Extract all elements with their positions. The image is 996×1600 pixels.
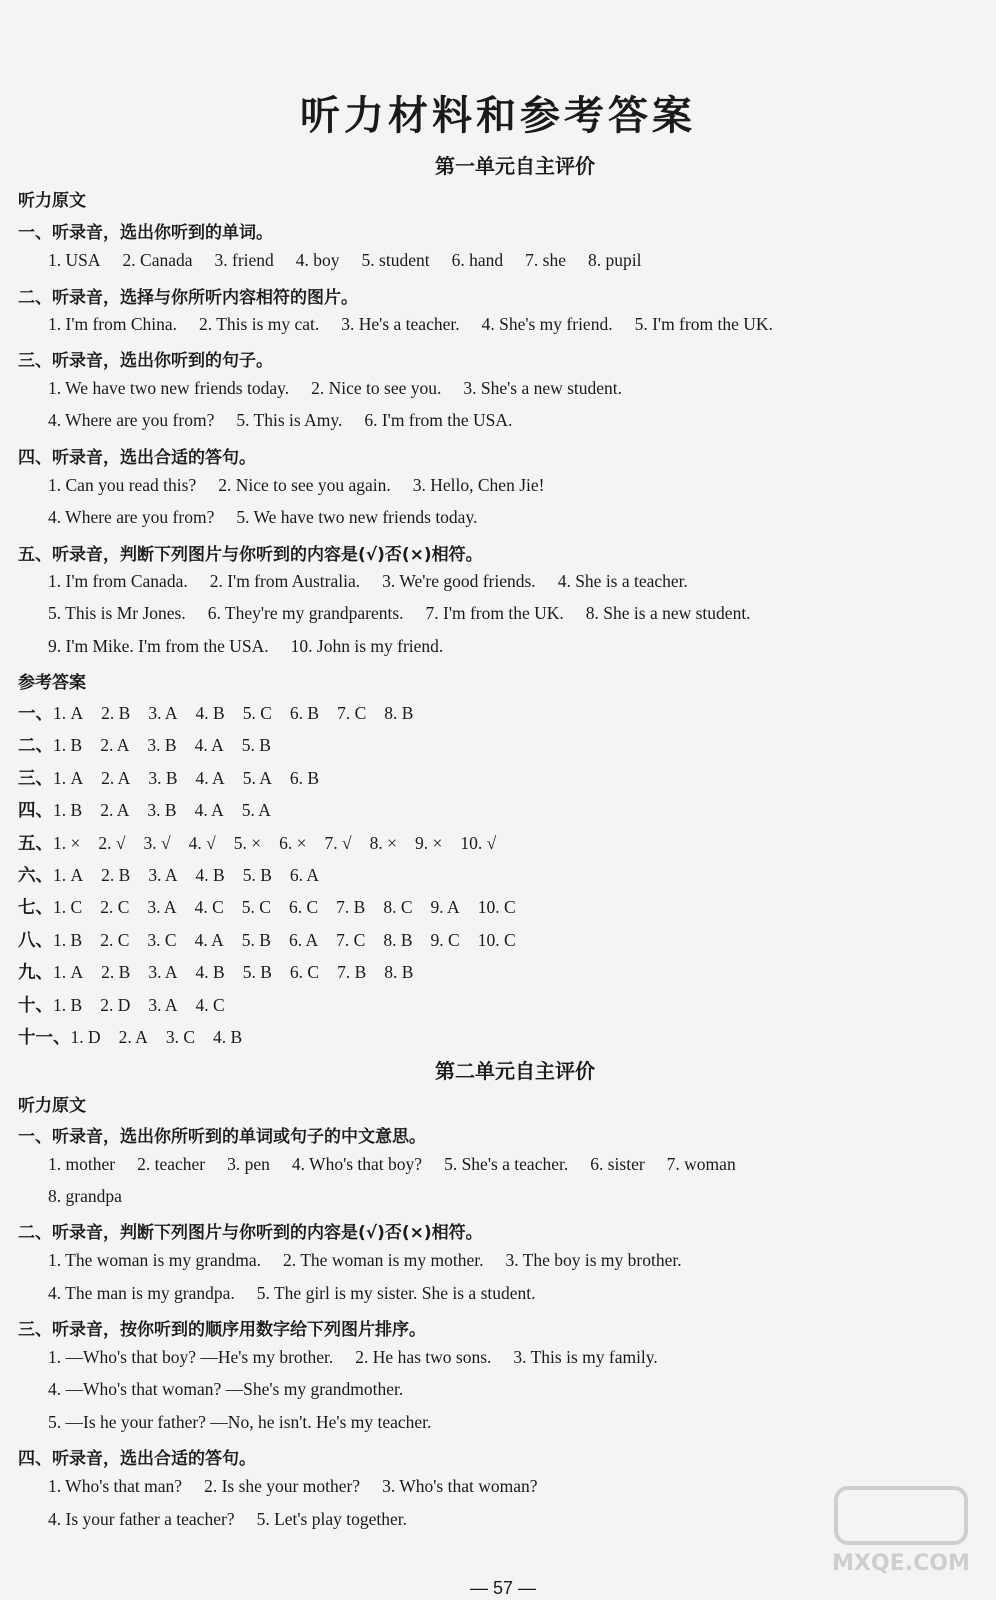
answer-row-label: 三、 xyxy=(18,769,53,789)
answer-row-label: 九、 xyxy=(18,963,53,983)
answer-item: 2. B xyxy=(101,703,131,723)
unit2-section-heading: 三、听录音，按你听到的顺序用数字给下列图片排序。 xyxy=(18,1320,426,1340)
transcript-item: 2. Canada xyxy=(122,250,193,270)
answer-item: 7. C xyxy=(336,930,366,950)
answer-item: 5. C xyxy=(242,703,272,723)
unit1-section-heading: 二、听录音，选择与你所听内容相符的图片。 xyxy=(18,288,358,308)
answer-row xyxy=(18,959,431,984)
transcript-item: 4. Who's that boy? xyxy=(291,1154,423,1174)
answer-item: 1. A xyxy=(53,962,84,982)
unit2-transcript-line xyxy=(48,1412,453,1433)
transcript-item: 4. —Who's that woman? —She's my grandmother. xyxy=(48,1379,404,1399)
transcript-item: 1. The woman is my grandma. xyxy=(48,1250,262,1270)
transcript-item: 4. Where are you from? xyxy=(48,410,215,430)
transcript-item: 2. I'm from Australia. xyxy=(209,571,361,591)
transcript-item: 3. She's a new student. xyxy=(463,378,623,398)
transcript-item: 6. They're my grandparents. xyxy=(207,603,404,623)
answer-item: 7. √ xyxy=(324,833,352,853)
transcript-item: 1. I'm from China. xyxy=(48,314,178,334)
unit1-transcript-line xyxy=(48,410,534,431)
unit1-listening-label: 听力原文 xyxy=(18,191,86,211)
unit1-section-heading: 四、听录音，选出合适的答句。 xyxy=(18,448,256,468)
transcript-item: 4. She's my friend. xyxy=(481,314,613,334)
unit2-transcript-line xyxy=(48,1186,144,1207)
answer-item: 8. C xyxy=(383,897,413,917)
transcript-item: 1. mother xyxy=(48,1154,116,1174)
transcript-item: 7. woman xyxy=(666,1154,736,1174)
answer-item: 1. B xyxy=(53,930,83,950)
unit2-transcript-line xyxy=(48,1154,758,1175)
transcript-item: 5. —Is he your father? —No, he isn't. He's my teacher. xyxy=(48,1412,432,1432)
transcript-item: 5. This is Mr Jones. xyxy=(48,603,186,623)
answer-item: 3. A xyxy=(147,897,177,917)
answer-item: 7. C xyxy=(337,703,367,723)
unit1-transcript-line xyxy=(48,475,566,496)
transcript-item: 5. This is Amy. xyxy=(236,410,343,430)
transcript-item: 2. teacher xyxy=(137,1154,206,1174)
answer-row-label: 一、 xyxy=(18,704,53,724)
watermark-logo xyxy=(826,1480,976,1580)
transcript-item: 3. We're good friends. xyxy=(382,571,536,591)
unit1-transcript-line xyxy=(48,314,795,335)
answer-row xyxy=(18,862,337,887)
transcript-item: 6. sister xyxy=(590,1154,645,1174)
answer-item: 3. C xyxy=(147,930,177,950)
answer-item: 7. B xyxy=(337,962,367,982)
unit1-section-heading: 三、听录音，选出你听到的句子。 xyxy=(18,351,273,371)
transcript-item: 4. The man is my grandpa. xyxy=(48,1283,235,1303)
unit2-transcript-line xyxy=(48,1283,558,1304)
answer-row xyxy=(18,927,534,952)
transcript-item: 5. Let's play together. xyxy=(256,1509,407,1529)
transcript-item: 6. I'm from the USA. xyxy=(364,410,513,430)
answer-item: 3. C xyxy=(165,1027,196,1047)
answer-item: 5. B xyxy=(241,735,271,755)
answer-item: 6. A xyxy=(289,865,320,885)
answer-item: 8. B xyxy=(383,930,413,950)
answer-item: 4. A xyxy=(194,800,224,820)
answer-item: 1. A xyxy=(53,865,84,885)
answer-item: 7. B xyxy=(336,897,366,917)
answer-row-label: 七、 xyxy=(18,898,53,918)
answer-item: 4. B xyxy=(195,703,225,723)
answer-row xyxy=(18,1024,260,1049)
answer-item: 4. A xyxy=(194,735,224,755)
answer-item: 9. A xyxy=(430,897,460,917)
answer-item: 3. B xyxy=(147,800,177,820)
answer-row-label: 五、 xyxy=(18,834,53,854)
answer-row xyxy=(18,765,337,790)
answer-item: 8. × xyxy=(369,833,397,853)
transcript-item: 1. Can you read this? xyxy=(48,475,197,495)
answer-item: 1. × xyxy=(53,833,81,853)
unit2-listening-label: 听力原文 xyxy=(18,1096,86,1116)
transcript-item: 3. pen xyxy=(227,1154,270,1174)
answer-item: 4. C xyxy=(195,995,225,1015)
unit1-transcript-line xyxy=(48,603,773,624)
answer-item: 1. A xyxy=(53,703,84,723)
answer-item: 2. √ xyxy=(98,833,126,853)
transcript-item: 3. He's a teacher. xyxy=(341,314,460,334)
unit1-transcript-line xyxy=(48,378,644,399)
answer-row-label: 十、 xyxy=(18,996,53,1016)
answer-item: 1. C xyxy=(53,897,83,917)
answer-item: 5. B xyxy=(241,930,271,950)
answer-item: 10. C xyxy=(477,930,516,950)
transcript-item: 1. USA xyxy=(48,250,101,270)
answer-item: 3. A xyxy=(148,995,178,1015)
answer-item: 5. B xyxy=(242,865,272,885)
transcript-item: 7. I'm from the UK. xyxy=(425,603,564,623)
answer-item: 2. C xyxy=(100,897,130,917)
transcript-item: 1. Who's that man? xyxy=(48,1476,183,1496)
answer-item: 9. × xyxy=(414,833,443,853)
transcript-item: 4. Is your father a teacher? xyxy=(48,1509,235,1529)
answer-item: 1. B xyxy=(53,995,83,1015)
transcript-item: 1. I'm from Canada. xyxy=(48,571,188,591)
unit1-transcript-line xyxy=(48,571,710,592)
answer-row-label: 十一、 xyxy=(18,1028,71,1048)
answer-item: 6. × xyxy=(279,833,307,853)
answer-row-label: 四、 xyxy=(18,801,53,821)
answer-item: 3. B xyxy=(147,735,177,755)
transcript-item: 5. The girl is my sister. She is a student. xyxy=(256,1283,536,1303)
answer-item: 2. B xyxy=(101,865,131,885)
answer-item: 2. D xyxy=(100,995,131,1015)
answer-item: 4. A xyxy=(194,930,224,950)
unit2-transcript-line xyxy=(48,1250,704,1271)
unit2-transcript-line xyxy=(48,1509,429,1530)
transcript-item: 2. The woman is my mother. xyxy=(283,1250,484,1270)
answer-item: 4. √ xyxy=(188,833,216,853)
unit2-transcript-line xyxy=(48,1347,680,1368)
answers-label: 参考答案 xyxy=(18,673,86,693)
transcript-item: 2. Nice to see you again. xyxy=(218,475,391,495)
unit1-section-heading: 五、听录音，判断下列图片与你听到的内容是(√)否(×)相符。 xyxy=(18,545,483,565)
answer-item: 6. C xyxy=(288,897,319,917)
transcript-item: 2. He has two sons. xyxy=(355,1347,492,1367)
answer-item: 6. C xyxy=(289,962,320,982)
answer-row xyxy=(18,992,243,1017)
answer-row-label: 二、 xyxy=(18,736,53,756)
answer-item: 8. B xyxy=(384,962,414,982)
answer-item: 2. A xyxy=(100,800,130,820)
answer-row xyxy=(18,700,431,725)
answer-item: 3. A xyxy=(148,703,178,723)
transcript-item: 4. Where are you from? xyxy=(48,507,215,527)
answer-item: 10. C xyxy=(477,897,516,917)
transcript-item: 3. Hello, Chen Jie! xyxy=(412,475,545,495)
answer-item: 10. √ xyxy=(460,833,497,853)
transcript-item: 1. We have two new friends today. xyxy=(48,378,290,398)
answer-item: 2. A xyxy=(100,735,130,755)
answer-item: 5. C xyxy=(241,897,271,917)
answer-item: 5. × xyxy=(233,833,262,853)
unit1-heading: 第一单元自主评价 xyxy=(435,154,595,178)
answer-item: 3. B xyxy=(148,768,178,788)
answer-item: 3. √ xyxy=(143,833,171,853)
answer-item: 5. A xyxy=(241,800,271,820)
unit1-transcript-line xyxy=(48,507,499,528)
answer-item: 4. C xyxy=(194,897,224,917)
unit2-heading: 第二单元自主评价 xyxy=(435,1059,595,1083)
transcript-item: 2. Nice to see you. xyxy=(311,378,442,398)
transcript-item: 5. I'm from the UK. xyxy=(634,314,773,334)
answer-item: 1. D xyxy=(70,1027,101,1047)
answer-row xyxy=(18,894,534,919)
transcript-item: 8. grandpa xyxy=(48,1186,122,1206)
transcript-item: 9. I'm Mike. I'm from the USA. xyxy=(48,636,269,656)
answer-item: 9. C xyxy=(430,930,460,950)
answer-item: 8. B xyxy=(384,703,414,723)
page-number: — 57 — xyxy=(470,1578,537,1598)
page-title: 听力材料和参考答案 xyxy=(300,93,696,139)
answer-item: 2. A xyxy=(118,1027,148,1047)
transcript-item: 3. Who's that woman? xyxy=(382,1476,538,1496)
answer-item: 2. C xyxy=(100,930,130,950)
answer-item: 2. B xyxy=(101,962,131,982)
unit2-transcript-line xyxy=(48,1476,560,1497)
answer-item: 4. A xyxy=(195,768,225,788)
answer-row-label: 六、 xyxy=(18,866,53,886)
transcript-item: 2. Is she your mother? xyxy=(204,1476,361,1496)
unit2-section-heading: 一、听录音，选出你所听到的单词或句子的中文意思。 xyxy=(18,1127,426,1147)
answer-item: 4. B xyxy=(195,962,225,982)
transcript-item: 5. She's a teacher. xyxy=(444,1154,569,1174)
answer-item: 6. B xyxy=(289,703,320,723)
answer-item: 3. A xyxy=(148,865,178,885)
answer-item: 4. B xyxy=(195,865,225,885)
answer-row xyxy=(18,830,514,855)
answer-item: 1. A xyxy=(53,768,84,788)
transcript-item: 1. —Who's that boy? —He's my brother. xyxy=(48,1347,334,1367)
transcript-item: 8. pupil xyxy=(587,250,642,270)
transcript-item: 5. student xyxy=(361,250,430,270)
answer-row-label: 八、 xyxy=(18,931,53,951)
answer-item: 6. A xyxy=(288,930,319,950)
unit1-transcript-line xyxy=(48,636,465,657)
transcript-item: 5. We have two new friends today. xyxy=(236,507,478,527)
watermark-text: MXQE.COM xyxy=(832,1551,970,1576)
transcript-item: 10. John is my friend. xyxy=(290,636,444,656)
transcript-item: 6. hand xyxy=(451,250,504,270)
transcript-item: 3. friend xyxy=(214,250,274,270)
transcript-item: 4. boy xyxy=(295,250,340,270)
answer-item: 2. A xyxy=(101,768,131,788)
unit1-section-heading: 一、听录音，选出你听到的单词。 xyxy=(18,223,273,243)
answer-item: 5. B xyxy=(242,962,272,982)
unit2-transcript-line xyxy=(48,1379,425,1400)
answer-item: 4. B xyxy=(213,1027,243,1047)
unit2-section-heading: 二、听录音，判断下列图片与你听到的内容是(√)否(×)相符。 xyxy=(18,1223,483,1243)
answer-item: 6. B xyxy=(289,768,320,788)
unit1-transcript-line xyxy=(48,250,663,271)
answer-item: 3. A xyxy=(148,962,178,982)
unit2-section-heading: 四、听录音，选出合适的答句。 xyxy=(18,1449,256,1469)
transcript-item: 4. She is a teacher. xyxy=(557,571,688,591)
transcript-item: 7. she xyxy=(525,250,566,270)
transcript-item: 8. She is a new student. xyxy=(585,603,751,623)
answer-item: 1. B xyxy=(53,735,83,755)
answer-row xyxy=(18,732,289,757)
answer-item: 1. B xyxy=(53,800,83,820)
answer-item: 5. A xyxy=(242,768,272,788)
transcript-item: 3. This is my family. xyxy=(513,1347,658,1367)
transcript-item: 3. The boy is my brother. xyxy=(505,1250,682,1270)
transcript-item: 2. This is my cat. xyxy=(199,314,320,334)
answer-row xyxy=(18,797,289,822)
